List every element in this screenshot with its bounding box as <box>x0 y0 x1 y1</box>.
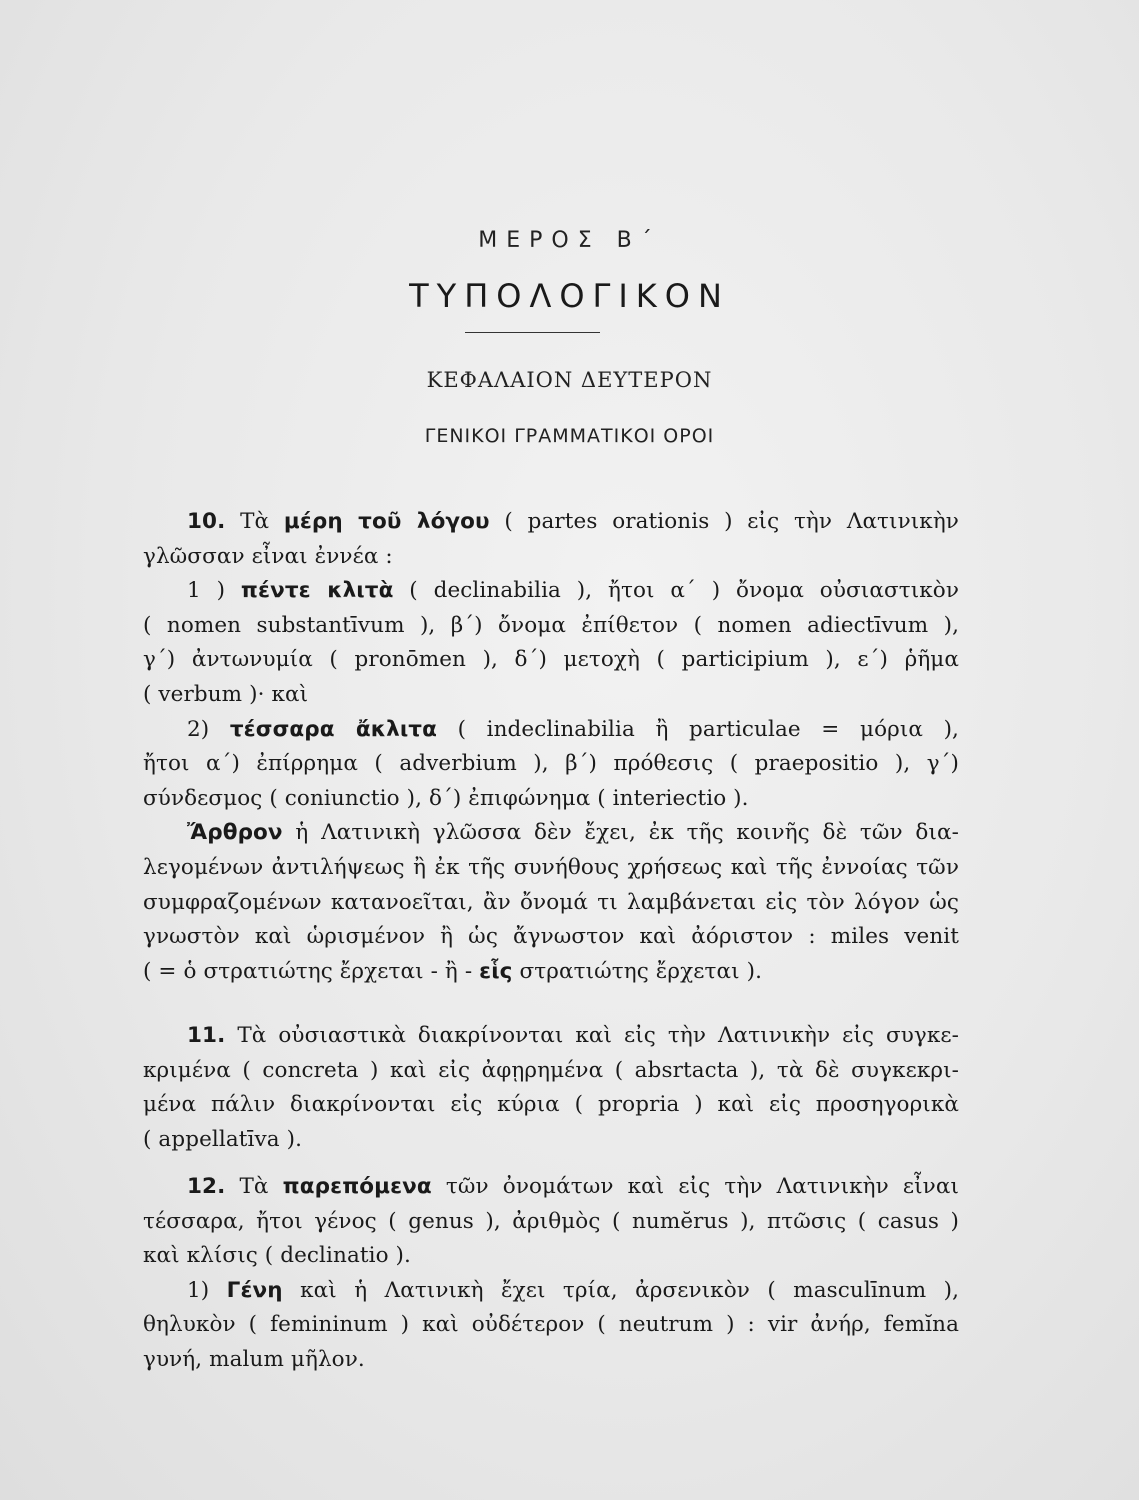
text-line <box>143 1019 959 1054</box>
bold-term: τέσσαρα ἄκλιτα <box>229 716 437 742</box>
section-heading: ΓΕΝΙΚΟΙ ΓΡΑΜΜΑΤΙΚΟΙ ΟΡΟΙ <box>424 425 715 447</box>
text-line: γλῶσσαν εἶναι ἐννέα : <box>143 543 393 569</box>
heading-divider <box>465 332 600 333</box>
bold-term: εἷς <box>479 958 513 984</box>
text-line: συμφραζομένων κατανοεῖται, ἂν ὄνομά τι λαμβάνεται εἰς τὸν λόγον ὡς <box>143 889 959 915</box>
text-line <box>143 955 959 990</box>
text-line: μένα πάλιν διακρίνονται εἰς κύρια ( propria ) καὶ εἰς προσηγορικὰ <box>143 1092 959 1118</box>
text-line: θηλυκὸν ( femininum ) καὶ οὐδέτερον ( neutrum ) : vir ἀνήρ, femĭna <box>143 1312 959 1338</box>
text-line: γ΄) ἀντωνυμία ( pronōmen ), δ΄) μετοχὴ ( participium ), ε΄) ῥῆμα <box>143 647 959 673</box>
text-span: ( partes orationis ) εἰς τὴν Λατινικὴν <box>489 509 959 534</box>
text-span: Τὰ <box>225 1174 283 1199</box>
bold-term: Ἄρθρον <box>187 820 283 846</box>
text-line <box>143 713 959 748</box>
part-heading: ΜΕΡΟΣ Β΄ <box>478 228 661 253</box>
chapter-heading: ΚΕΦΑΛΑΙΟΝ ΔΕΥΤΕΡΟΝ <box>426 368 713 392</box>
text-line <box>143 1274 959 1309</box>
section-number: 10. <box>187 509 226 534</box>
text-line: κριμένα ( concreta ) καὶ εἰς ἀφῃρημένα ( absrtacta ), τὰ δὲ συγκεκρι- <box>143 1057 959 1083</box>
bold-term: Γένη <box>226 1277 283 1303</box>
text-span: ( indeclinabilia ἢ particulae = μόρια ), <box>437 716 959 742</box>
text-line: τέσσαρα, ἤτοι γένος ( genus ), ἀριθμὸς ( numĕrus ), πτῶσις ( casus ) <box>143 1208 959 1234</box>
paragraph-11 <box>143 1019 959 1157</box>
paragraph-12 <box>143 1170 959 1378</box>
text-line: λεγομένων ἀντιλήψεως ἢ ἐκ τῆς συνήθους χρήσεως καὶ τῆς ἐννοίας τῶν <box>143 854 959 880</box>
text-span: ἡ Λατινικὴ γλῶσσα δὲν ἔχει, ἐκ τῆς κοινῆς δὲ τῶν δια- <box>282 820 959 846</box>
text-line <box>143 1170 959 1205</box>
text-span: στρατιώτης ἔρχεται ). <box>512 958 763 984</box>
bold-term: παρεπόμενα <box>282 1174 432 1199</box>
text-line <box>143 816 959 851</box>
text-span: Τὰ οὐσιαστικὰ διακρίνονται καὶ εἰς τὴν Λατινικὴν εἰς συγκε- <box>225 1023 959 1048</box>
text-span: ( declinabilia ), ἤτοι α΄ ) ὄνομα οὐσιαστικὸν <box>393 578 959 604</box>
text-line: ( appellatīva ). <box>143 1126 302 1152</box>
text-span: 1 ) <box>187 578 241 604</box>
title-heading: ΤΥΠΟΛΟΓΙΚΟΝ <box>409 277 730 315</box>
text-span: τῶν ὀνομάτων καὶ εἰς τὴν Λατινικὴν εἶναι <box>431 1174 959 1199</box>
text-span: καὶ ἡ Λατινικὴ ἔχει τρία, ἀρσενικὸν ( masculīnum ), <box>282 1277 959 1303</box>
text-line: γυνή, malum μῆλον. <box>143 1346 365 1372</box>
text-line: γνωστὸν καὶ ὡρισμένον ἢ ὡς ἄγνωστον καὶ ἀόριστον : miles venit <box>143 924 959 950</box>
text-line <box>143 574 959 609</box>
text-line: ( verbum )· καὶ <box>143 681 309 707</box>
text-span: 2) <box>187 716 230 742</box>
text-line: ( nomen substantīvum ), β΄) ὄνομα ἐπίθετον ( nomen adiectīvum ), <box>143 612 959 638</box>
text-span: Τὰ <box>225 509 284 534</box>
bold-term: μέρη τοῦ λόγου <box>283 509 490 534</box>
text-line: σύνδεσμος ( coniunctio ), δ΄) ἐπιφώνημα ( interiectio ). <box>143 785 749 811</box>
paragraph-10 <box>143 505 959 989</box>
text-span: 1) <box>187 1277 227 1303</box>
section-number: 11. <box>187 1023 226 1048</box>
text-span: ( = ὁ στρατιώτης ἔρχεται - ἢ - <box>143 958 480 984</box>
text-line <box>143 505 959 540</box>
text-line: καὶ κλίσις ( declinatio ). <box>143 1243 411 1269</box>
bold-term: πέντε κλιτὰ <box>240 578 394 604</box>
text-line: ἤτοι α΄) ἐπίρρημα ( adverbium ), β΄) πρόθεσις ( praepositio ), γ΄) <box>143 751 959 777</box>
section-number: 12. <box>187 1174 226 1199</box>
